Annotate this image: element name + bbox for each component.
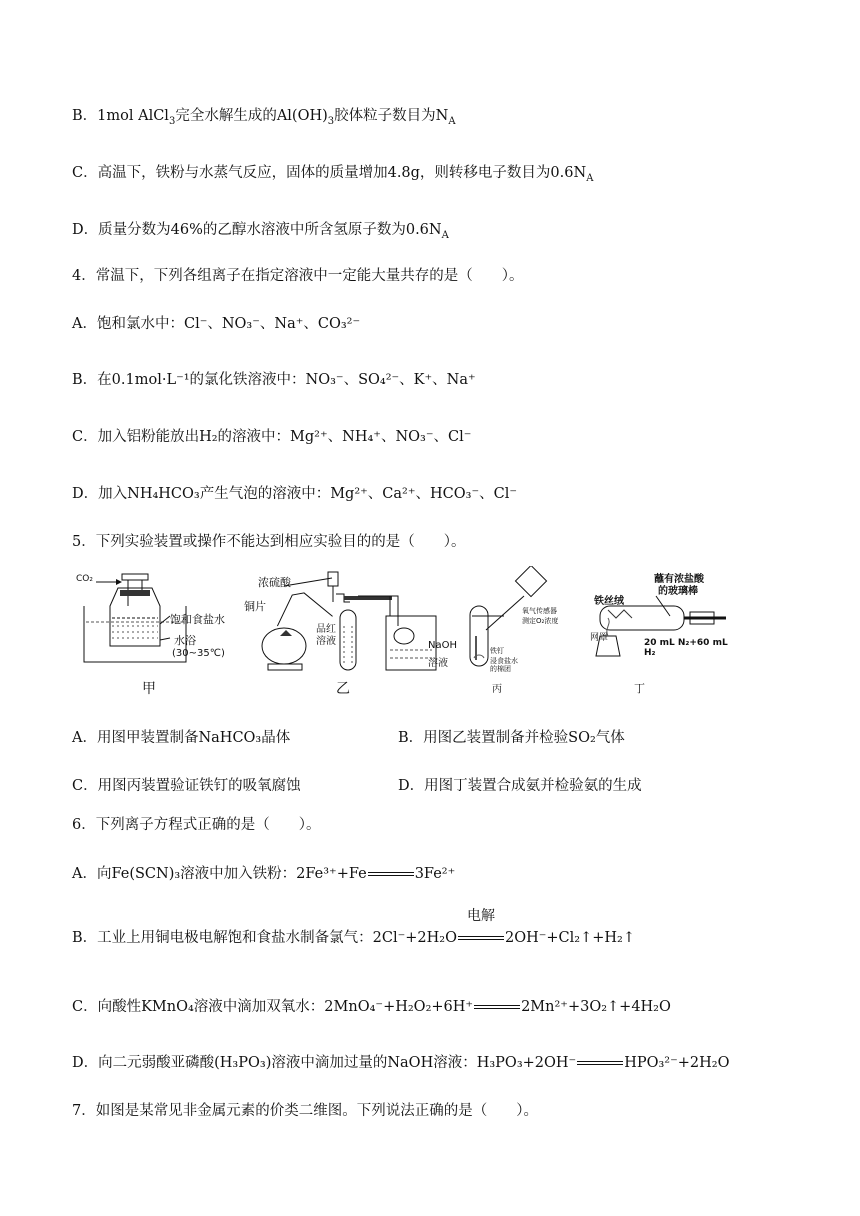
- figure-bing-caption: 丙: [492, 684, 502, 695]
- q6-option-c: C．向酸性KMnO₄溶液中滴加双氧水：2MnO₄⁻+H₂O₂+6H⁺ 2Mn²⁺+3O₂↑+4H₂O: [72, 999, 671, 1015]
- co2-label: CO₂: [76, 574, 93, 584]
- figure-yi: [240, 566, 460, 706]
- q5-option-b: B．用图乙装置制备并检验SO₂气体: [398, 730, 625, 746]
- figure-jia-caption: 甲: [142, 681, 156, 697]
- q5-option-d: D．用图丁装置合成氨并检验氨的生成: [398, 778, 642, 794]
- bath-label: 水浴: [174, 634, 196, 647]
- sensor-label: 氧气传感器: [522, 607, 557, 615]
- mesh-label: 网罩: [590, 633, 609, 643]
- q4-option-a: A．饱和氯水中：Cl⁻、NO₃⁻、Na⁺、CO₃²⁻: [72, 316, 361, 332]
- gas-label: 20 mL N₂+60 mL H₂: [644, 638, 728, 658]
- figure-bing: [462, 566, 582, 706]
- magenta-label: 品红: [316, 624, 336, 635]
- q5-option-c: C．用图丙装置验证铁钉的吸氧腐蚀: [72, 778, 301, 794]
- nail-label: 铁钉: [490, 647, 504, 655]
- q3-option-b: B．1mol AlCl$_3$完全水解生成的$Al(OH)_3$胶体粒子数目为$N_A$: [72, 108, 456, 127]
- temp-label: (30~35℃): [172, 648, 225, 659]
- q4-option-d: D．加入NH₄HCO₃产生气泡的溶液中：Mg²⁺、Ca²⁺、HCO₃⁻、Cl⁻: [72, 486, 517, 502]
- naoh-solution-label: 溶液: [428, 658, 448, 669]
- q4-stem: 4．常温下，下列各组离子在指定溶液中一定能大量共存的是（ ）。: [72, 268, 524, 284]
- q5-stem: 5．下列实验装置或操作不能达到相应实验目的的是（ ）。: [72, 534, 466, 550]
- q3-option-c: C．高温下，铁粉与水蒸气反应，固体的质量增加4.8g，则转移电子数目为$0.6N_A$: [72, 165, 594, 184]
- figure-ding: [590, 566, 740, 706]
- cotton-label-2: 的棉团: [490, 665, 511, 673]
- conc-acid-label: 浓硫酸: [258, 576, 291, 589]
- brine-label: 饱和食盐水: [170, 613, 225, 626]
- figure-jia: [74, 566, 234, 706]
- cotton-label: 浸食盐水: [490, 657, 518, 665]
- naoh-label: NaOH: [428, 640, 457, 651]
- sensor-o2-label: 测定O₂浓度: [522, 617, 559, 625]
- q5-option-a: A．用图甲装置制备NaHCO₃晶体: [72, 730, 291, 746]
- rod-label: 蘸有浓盐酸: [654, 574, 704, 585]
- q4-option-b: B．在0.1mol·L⁻¹的氯化铁溶液中：NO₃⁻、SO₄²⁻、K⁺、Na⁺: [72, 372, 476, 388]
- q6-stem: 6．下列离子方程式正确的是（ ）。: [72, 817, 321, 833]
- figure-yi-caption: 乙: [336, 681, 350, 697]
- q6-option-b: B．工业上用铜电极电解饱和食盐水制备氯气：2Cl⁻+2H₂O 电解 2OH⁻+Cl₂↑+H₂↑: [72, 908, 636, 946]
- figure-ding-caption: 丁: [634, 682, 645, 695]
- solution-label: 溶液: [316, 636, 336, 647]
- q4-option-c: C．加入铝粉能放出H₂的溶液中：Mg²⁺、NH₄⁺、NO₃⁻、Cl⁻: [72, 429, 472, 445]
- iron-wool-label: 铁丝绒: [594, 596, 624, 607]
- q6-option-d: D．向二元弱酸亚磷酸(H₃PO₃)溶液中滴加过量的NaOH溶液：H₃PO₃+2OH⁻ HPO₃²⁻+2H₂O: [72, 1055, 730, 1071]
- q3-option-d: D．质量分数为46%的乙醇水溶液中所含氢原子数为$0.6N_A$: [72, 222, 449, 241]
- copper-label: 铜片: [244, 600, 266, 613]
- rod-label-2: 的玻璃棒: [658, 586, 698, 597]
- q7-stem: 7．如图是某常见非金属元素的价类二维图。下列说法正确的是（ ）。: [72, 1103, 538, 1119]
- q6-option-a: A．向Fe(SCN)₃溶液中加入铁粉：2Fe³⁺+Fe 3Fe²⁺: [72, 866, 456, 882]
